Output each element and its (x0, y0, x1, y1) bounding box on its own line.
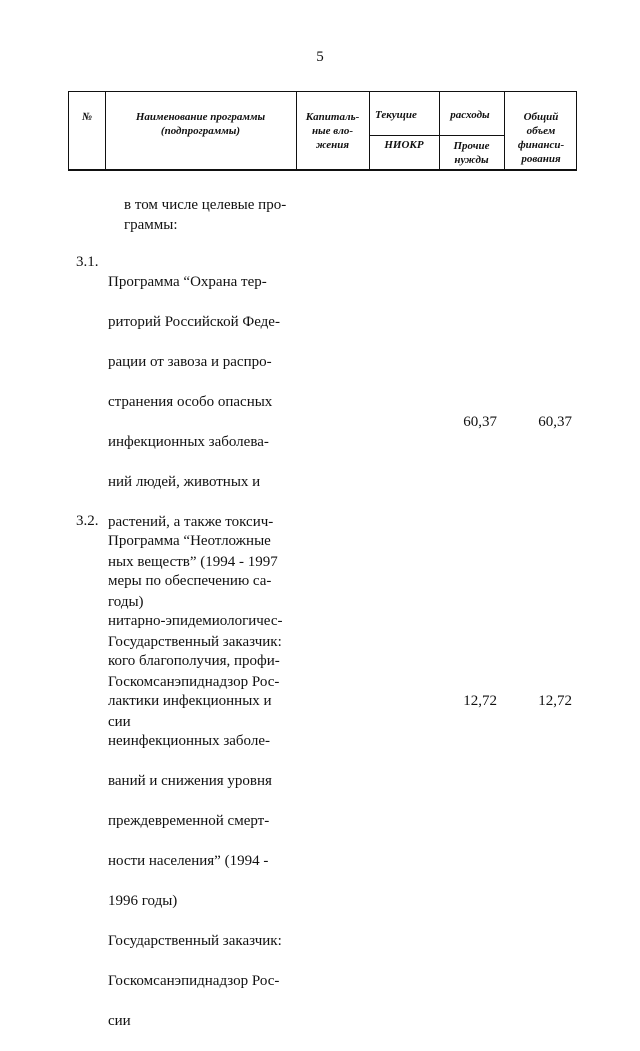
header-expenses: расходы (450, 109, 490, 121)
program-description: Программа “Охрана тер- риторий Российской Феде- рации от завоза и распро- странения особо опасных инфекционных заболева- ний людей, животных и растений, а также токсич- ных веществ” (1994 - 1997 годы) Государственный заказчик: Госкомсанэпиднадзор Рос- сии (108, 274, 282, 730)
header-program-name: Наименование программы (подпрограммы) (135, 111, 266, 137)
page-number: 5 (316, 49, 324, 65)
other-needs-value: 60,37 (463, 414, 497, 430)
row-number: 3.1. (76, 254, 99, 270)
header-number: № (81, 111, 93, 123)
header-niokr: НИОКР (384, 139, 424, 151)
other-needs-value: 12,72 (463, 693, 497, 709)
row-number: 3.2. (76, 513, 99, 529)
header-total-financing: Общий объем финанси- рования (517, 111, 565, 165)
intro-text: в том числе целевые про- граммы: (124, 197, 287, 233)
header-current: Текущие (375, 109, 417, 121)
header-capital-investments: Капиталь- ные вло- жения (305, 111, 360, 151)
header-other-needs: Прочие нужды (453, 140, 490, 166)
table-header (68, 91, 577, 171)
total-value: 12,72 (538, 693, 572, 709)
program-description: Программа “Неотложные меры по обеспечению са- нитарно-эпидемиологичес- кого благополучия, профи- лактики инфекционных и неинфекционных заболе- ваний и снижения уровня преждевременной смерт- ности населения” (1994 - 1996 годы) Государственный заказчик: Госкомсанэпиднадзор Рос- сии (108, 533, 283, 1029)
total-value: 60,37 (538, 414, 572, 430)
